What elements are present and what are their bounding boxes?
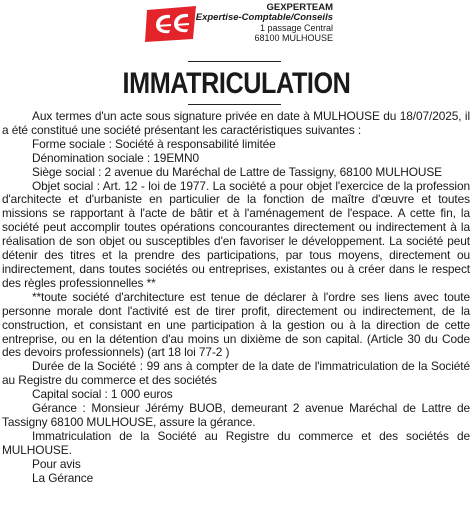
- intro-paragraph: Aux termes d'un acte sous signature privée en date à MULHOUSE du 18/07/2025, il a été constitué une société présentant les caractéristiques suivantes :: [2, 109, 470, 137]
- firm-address-line1: 1 passage Central: [259, 23, 333, 33]
- gexperteam-logo: [143, 4, 200, 44]
- notice-body: [2, 110, 470, 485]
- firm-name: GEXPERTEAM: [266, 2, 333, 13]
- title-rule-top: [188, 61, 281, 62]
- management: Gérance : Monsieur Jérémy BUOB, demeurant 2 avenue Maréchal de Lattre de Tassigny 68100 MULHOUSE, assure la gérance.: [2, 401, 470, 429]
- duration: Durée de la Société : 99 ans à compter de la date de l'immatriculation de la Société au Registre du commerce et des sociétés: [2, 359, 470, 388]
- closing-signature: La Gérance: [32, 470, 94, 485]
- title-rule-bottom: [188, 104, 281, 105]
- share-capital: Capital social : 1 000 euros: [32, 387, 173, 402]
- corporate-purpose: Objet social : Art. 12 - loi de 1977. La société a pour objet l'exercice de la profession d'architecte et d'urbaniste en particulier de la fonction de maître d'œuvre et toutes missions se rapportant à l'acte de bâtir et à l'aménagement de l'espace. A cette fin, la société peut accomplir toutes opérations concourantes directement ou indirectement à la réalisation de son objet ou susceptibles d'en favoriser le développement. La société peut détenir des titres et la prendre des participations, par tous moyens, directement ou indirectement, dans toutes sociétés ou entreprises, existantes ou à créer dans le respect des règles professionnelles **: [2, 178, 470, 290]
- registration: Immatriculation de la Société au Registre du commerce et des sociétés de MULHOUSE.: [2, 428, 470, 457]
- closing-pour-avis: Pour avis: [32, 456, 81, 471]
- firm-block: [196, 3, 333, 43]
- firm-address-line2: 68100 MULHOUSE: [254, 33, 333, 43]
- page-title: IMMATRICULATION: [122, 67, 351, 100]
- company-name: Dénomination sociale : 19EMN0: [32, 150, 199, 165]
- architecture-note: **toute société d'architecture est tenue de déclarer à l'ordre ses liens avec toute personne morale dont l'activité est de tirer profit, directement ou indirectement, de la construction, et consistant en une participation à la gestion ou à la direction de cette entreprise, ou en la détention d'au moins un dixième de son capital. (Article 30 du Code des devoirs professionnels) (art 18 loi 77-2 ): [2, 289, 470, 360]
- header: [0, 0, 473, 60]
- legal-form: Forme sociale : Société à responsabilité limitée: [32, 136, 276, 151]
- firm-subtitle: Expertise-Comptable/Conseils: [195, 12, 333, 23]
- registered-office: Siège social : 2 avenue du Maréchal de Lattre de Tassigny, 68100 MULHOUSE: [32, 164, 442, 179]
